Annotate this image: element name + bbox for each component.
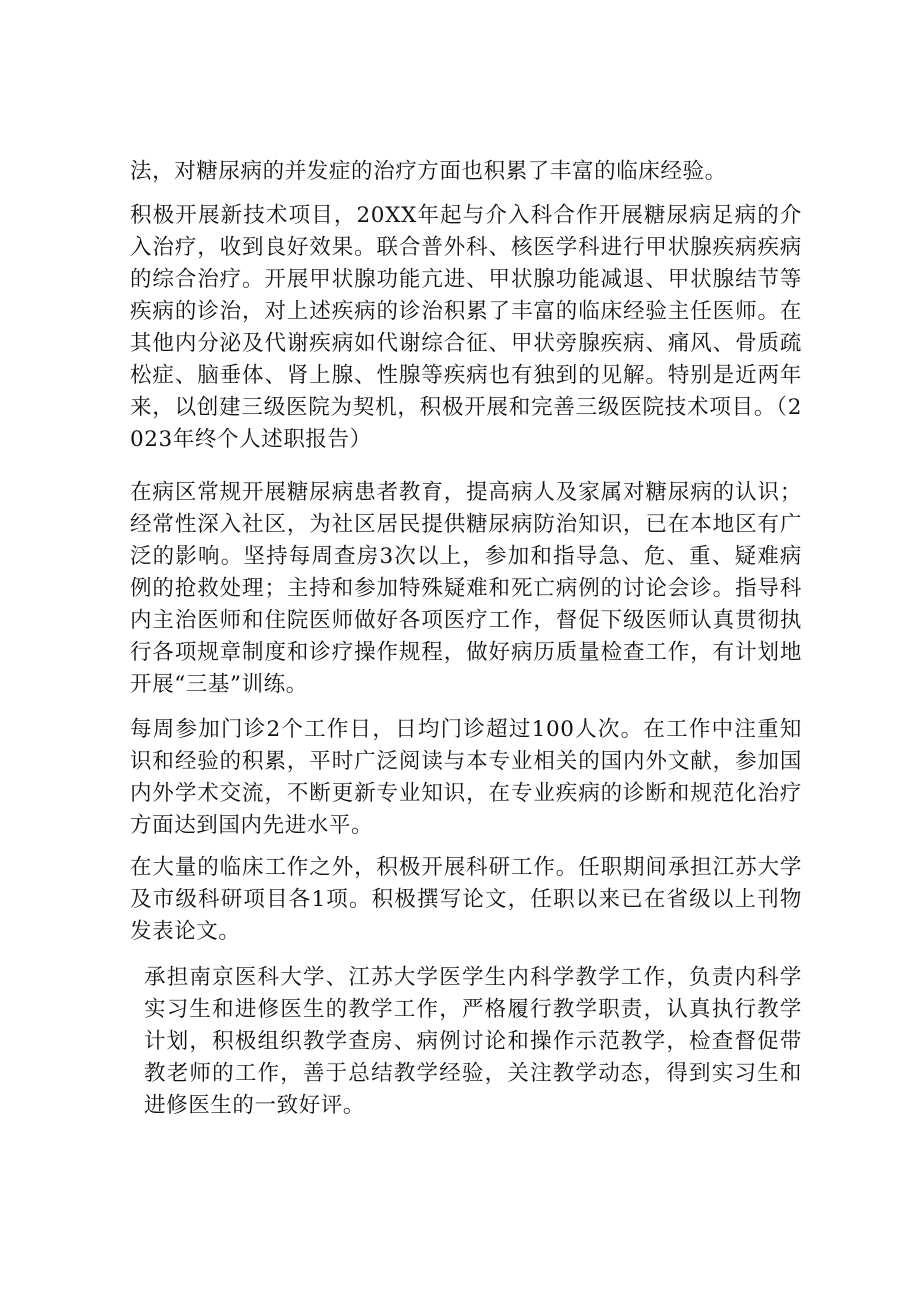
paragraph-continuation: 法，对糖尿病的并发症的治疗方面也积累了丰富的临床经验。 [130,159,727,184]
paragraph-teaching-work: 承担南京医科大学、江苏大学医学生内科学教学工作，负责内科学实习生和进修医生的教学工作，严格履行教学职责，认真执行教学计划，积极组织教学查房、病例讨论和操作示范教学，检查督促带教老师的工作，善于总结教学经验，关注教学动态，得到实习生和进修医生的一致好评。 [144,965,802,1118]
paragraph-patient-education-ward-rounds: 在病区常规开展糖尿病患者教育，提高病人及家属对糖尿病的认识；经常性深入社区，为社区居民提供糖尿病防治知识，已在本地区有广泛的影响。坚持每周查房3次以上，参加和指导急、危、重、疑难病例的抢救处理；主持和参加特殊疑难和死亡病例的讨论会诊。指导科内主治医师和住院医师做好各项医疗工作，督促下级医师认真贯彻执行各项规章制度和诊疗操作规程，做好病历质量检查工作，有计划地开展“三基”训练。 [130,480,802,697]
paragraph-new-technology-projects: 积极开展新技术项目，20XX年起与介入科合作开展糖尿病足病的介入治疗，收到良好效果。联合普外科、核医学科进行甲状腺疾病疾病的综合治疗。开展甲状腺功能亢进、甲状腺功能减退、甲状腺结节等疾病的诊治，对上述疾病的诊治积累了丰富的临床经验主任医师。在其他内分泌及代谢疾病如代谢综合征、甲状旁腺疾病、痛风、骨质疏松症、脑垂体、肾上腺、性腺等疾病也有独到的见解。特别是近两年来，以创建三级医院为契机，积极开展和完善三级医院技术项目。（2023年终个人述职报告） [130,203,802,452]
paragraph-outpatient-clinic: 每周参加门诊2个工作日，日均门诊超过100人次。在工作中注重知识和经验的积累，平时广泛阅读与本专业相关的国内外文献，参加国内外学术交流，不断更新专业知识，在专业疾病的诊断和规范化治疗方面达到国内先进水平。 [130,717,802,838]
paragraph-research-work: 在大量的临床工作之外，积极开展科研工作。任职期间承担江苏大学及市级科研项目各1项。积极撰写论文，任职以来已在省级以上刊物发表论文。 [130,855,802,944]
